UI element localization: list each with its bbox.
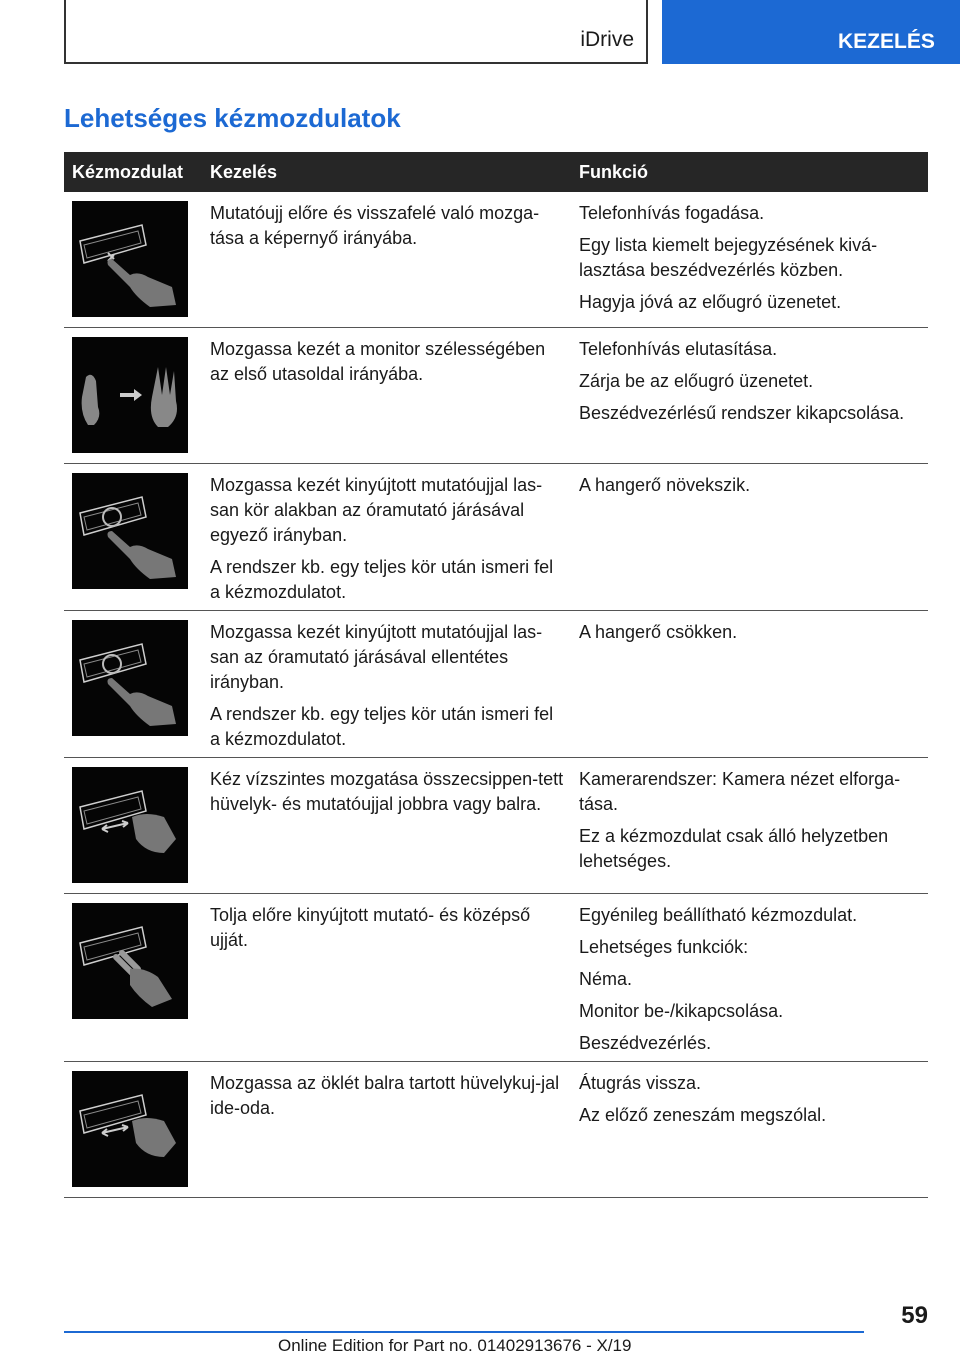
column-header-operation: Kezelés: [210, 161, 278, 182]
function-text: Hagyja jóvá az előugró üzenetet.: [579, 292, 842, 312]
table-row: [64, 192, 928, 328]
operation-cell: [204, 328, 571, 463]
operation-text: Mozgassa kezét a monitor szélességében az első utasoldal irányába.: [210, 339, 546, 384]
gesture-cell: [64, 1062, 204, 1197]
function-text: Beszédvezérlésű rendszer kikapcsolása.: [579, 403, 905, 423]
function-cell: [571, 192, 928, 327]
operation-cell: [204, 192, 571, 327]
function-text: Egyénileg beállítható kézmozdulat.: [579, 905, 858, 925]
two-finger-point-gesture-icon: [72, 903, 188, 1019]
header-chapter-tab: [662, 0, 960, 64]
page-title: Lehetséges kézmozdulatok: [64, 103, 401, 133]
gesture-cell: [64, 328, 204, 463]
function-cell: [571, 611, 928, 757]
function-text: Lehetséges funkciók:: [579, 937, 749, 957]
gesture-cell: [64, 758, 204, 893]
operation-text: Kéz vízszintes mozgatása összecsippen-tett hüvelyk- és mutatóujjal jobbra vagy balra.: [210, 769, 564, 814]
operation-cell: [204, 894, 571, 1061]
function-text: Telefonhívás fogadása.: [579, 203, 765, 223]
function-cell: [571, 894, 928, 1061]
function-text: Beszédvezérlés.: [579, 1033, 712, 1053]
function-text: Monitor be-/kikapcsolása.: [579, 1001, 784, 1021]
fist-thumb-swipe-gesture-icon: [72, 1071, 188, 1187]
gesture-cell: [64, 464, 204, 610]
table-row: [64, 894, 928, 1062]
page-number: 59: [901, 1302, 928, 1329]
operation-cell: [204, 611, 571, 757]
operation-cell: [204, 758, 571, 893]
operation-cell: [204, 1062, 571, 1197]
footer-divider: [64, 1331, 864, 1333]
finger-forward-back-gesture-icon: [72, 201, 188, 317]
operation-text: A rendszer kb. egy teljes kör után ismeri fel a kézmozdulatot.: [210, 557, 554, 602]
hand-swipe-gesture-icon: [72, 337, 188, 453]
function-text: A hangerő növekszik.: [579, 475, 751, 495]
table-row: [64, 328, 928, 464]
operation-text: Tolja előre kinyújtott mutató- és középső ujját.: [210, 905, 531, 950]
pinch-swipe-gesture-icon: [72, 767, 188, 883]
header-chapter-label: KEZELÉS: [838, 30, 935, 53]
footer-edition: Online Edition for Part no. 01402913676 - X/19: [278, 1336, 632, 1355]
function-text: Az előző zeneszám megszólal.: [579, 1105, 827, 1125]
gesture-cell: [64, 611, 204, 757]
function-text: Ez a kézmozdulat csak álló helyzetben lehetséges.: [579, 826, 889, 871]
function-text: Egy lista kiemelt bejegyzésének kivá-lasztása beszédvezérlés közben.: [579, 235, 878, 280]
function-cell: [571, 758, 928, 893]
circle-counterclockwise-gesture-icon: [72, 620, 188, 736]
operation-text: Mozgassa az öklét balra tartott hüvelykuj-jal ide-oda.: [210, 1073, 560, 1118]
function-cell: [571, 1062, 928, 1197]
header-section-label: iDrive: [580, 28, 634, 51]
table-header: [64, 152, 928, 192]
function-text: Átugrás vissza.: [579, 1073, 702, 1093]
function-cell: [571, 464, 928, 610]
table-row: [64, 758, 928, 894]
column-header-function: Funkció: [579, 161, 649, 182]
function-text: Néma.: [579, 969, 633, 989]
header-section-box: [64, 0, 648, 64]
circle-clockwise-gesture-icon: [72, 473, 188, 589]
operation-text: Mutatóujj előre és visszafelé való mozga-tása a képernyő irányába.: [210, 203, 540, 248]
table-row: [64, 611, 928, 758]
operation-text: Mozgassa kezét kinyújtott mutatóujjal las-san kör alakban az óramutató járásával egyező irányban.: [210, 475, 543, 545]
function-text: A hangerő csökken.: [579, 622, 738, 642]
gesture-cell: [64, 894, 204, 1061]
operation-cell: [204, 464, 571, 610]
table-row: [64, 1062, 928, 1198]
function-text: Zárja be az előugró üzenetet.: [579, 371, 814, 391]
function-cell: [571, 328, 928, 463]
function-text: Telefonhívás elutasítása.: [579, 339, 778, 359]
gesture-cell: [64, 192, 204, 327]
function-text: Kamerarendszer: Kamera nézet elforga-tása.: [579, 769, 901, 814]
operation-text: A rendszer kb. egy teljes kör után ismeri fel a kézmozdulatot.: [210, 704, 554, 749]
gesture-table: [64, 152, 928, 1198]
table-row: [64, 464, 928, 611]
operation-text: Mozgassa kezét kinyújtott mutatóujjal las-san az óramutató járásával ellentétes irányban.: [210, 622, 543, 692]
column-header-gesture: Kézmozdulat: [72, 161, 184, 182]
